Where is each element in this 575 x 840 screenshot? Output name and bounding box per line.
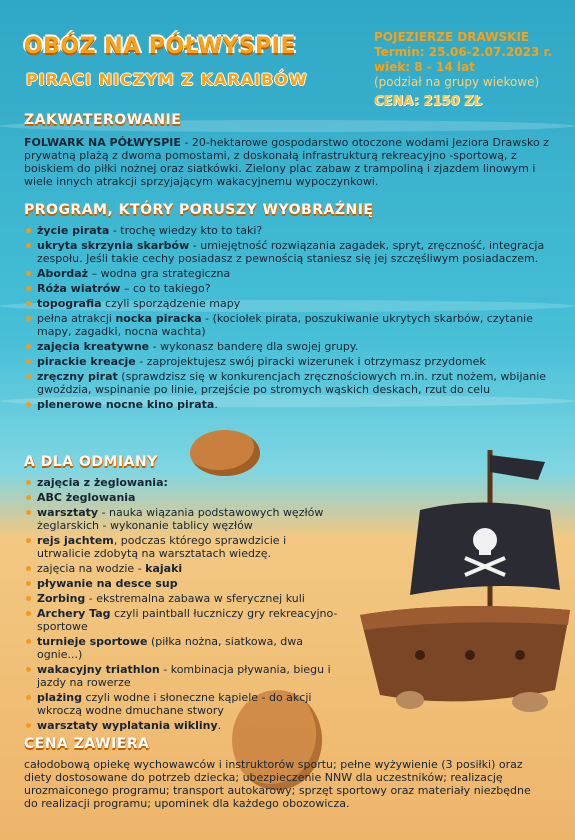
list-item: zręczny pirat (sprawdzisz się w konkurencjach zręcznościowych m.in. rzut nożem, wbijanie gwoździa, wspinanie po linie, przejście po stromych wąskich deskach, rzut do celu — [24, 370, 554, 396]
accommodation-title: ZAKWATEROWANIE — [24, 112, 182, 128]
poster — [14, 16, 562, 828]
list-item: pływanie na desce sup — [24, 577, 342, 590]
list-item: wakacyjny triathlon - kombinacja pływania, biegu i jazdy na rowerze — [24, 663, 342, 689]
list-item: Róża wiatrów – co to takiego? — [24, 282, 554, 295]
variety-list — [24, 476, 342, 734]
list-item: zajęcia kreatywne - wykonasz banderę dla swojej grupy. — [24, 340, 554, 353]
list-item: Abordaż – wodna gra strategiczna — [24, 267, 554, 280]
list-item: zajęcia na wodzie - kajaki — [24, 562, 342, 575]
age: wiek: 8 - 14 lat — [374, 60, 475, 74]
camp-info — [374, 30, 564, 109]
program-list — [24, 224, 554, 413]
price: CENA: 2150 ZŁ — [374, 94, 482, 109]
list-item: zajęcia z żeglowania: — [24, 476, 342, 489]
list-item: ABC żeglowania — [24, 491, 342, 504]
subtitle: PIRACI NICZYM Z KARAIBÓW — [26, 70, 308, 89]
accommodation-text: FOLWARK NA PÓŁWYSPIE - 20-hektarowe gospodarstwo otoczone wodami Jeziora Drawsko z prywatną plażą z dwoma pomostami, z doskonałą infrastrukturą rekreacyjno -sportową, z boiskiem do piłki nożnej oraz siatkówki. Zielony plac zabaw z trampoliną i zjazdem linowym i wiele innych atrakcji sprzyjającym wakacyjnemu wypoczynkowi. — [24, 136, 549, 188]
dates: Termin: 25.06-2.07.2023 r. — [374, 45, 553, 59]
list-item: życie pirata - trochę wiedzy kto to taki? — [24, 224, 554, 237]
list-item: pirackie kreacje - zaprojektujesz swój piracki wizerunek i otrzymasz przydomek — [24, 355, 554, 368]
list-item: pełna atrakcji nocka piracka - (kociołek pirata, poszukiwanie ukrytych skarbów, czytanie mapy, zagadki, nocna wachta) — [24, 312, 554, 338]
list-item: Zorbing - ekstremalna zabawa w sferycznej kuli — [24, 592, 342, 605]
list-item: ukryta skrzynia skarbów - umiejętność rozwiązania zagadek, spryt, zręczność, integracja zespołu. Jeśli takie cechy posiadasz z pewnością staniesz się jej szczęśliwym posiadaczem. — [24, 239, 554, 265]
list-item: warsztaty wyplatania wikliny. — [24, 719, 342, 732]
list-item: rejs jachtem, podczas którego sprawdzicie i utrwalicie zdobytą na warsztatach wiedzę. — [24, 534, 342, 560]
price-includes-title: CENA ZAWIERA — [24, 736, 150, 752]
program-title: PROGRAM, KTÓRY PORUSZY WYOBRAŹNIĘ — [24, 202, 374, 218]
price-includes-text: całodobową opiekę wychowawców i instruktorów sportu; pełne wyżywienie (3 posiłki) oraz diety dostosowane do potrzeb dziecka; ubezpieczenie NNW dla uczestników; realizację urozmaiconego programu; transport autokarowy; sprzęt sportowy oraz materiały niezbędne do realizacji programu; upominek dla każdego obozowicza. — [24, 758, 531, 810]
location: POJEZIERZE DRAWSKIE — [374, 30, 530, 44]
age-note: (podział na grupy wiekowe) — [374, 75, 540, 89]
list-item: plażing czyli wodne i słoneczne kąpiele - do akcji wkroczą wodne dmuchane stwory — [24, 691, 342, 717]
list-item: topografia czyli sporządzenie mapy — [24, 297, 554, 310]
list-item: plenerowe nocne kino pirata. — [24, 398, 554, 411]
list-item: Archery Tag czyli paintball łuczniczy gry rekreacyjno-sportowe — [24, 607, 342, 633]
main-title: OBÓZ NA PÓŁWYSPIE — [24, 34, 297, 59]
list-item: warsztaty - nauka wiązania podstawowych węzłów żeglarskich - wykonanie tablicy węzłów — [24, 506, 342, 532]
variety-title: A DLA ODMIANY — [24, 454, 158, 470]
list-item: turnieje sportowe (piłka nożna, siatkowa, dwa ognie...) — [24, 635, 342, 661]
